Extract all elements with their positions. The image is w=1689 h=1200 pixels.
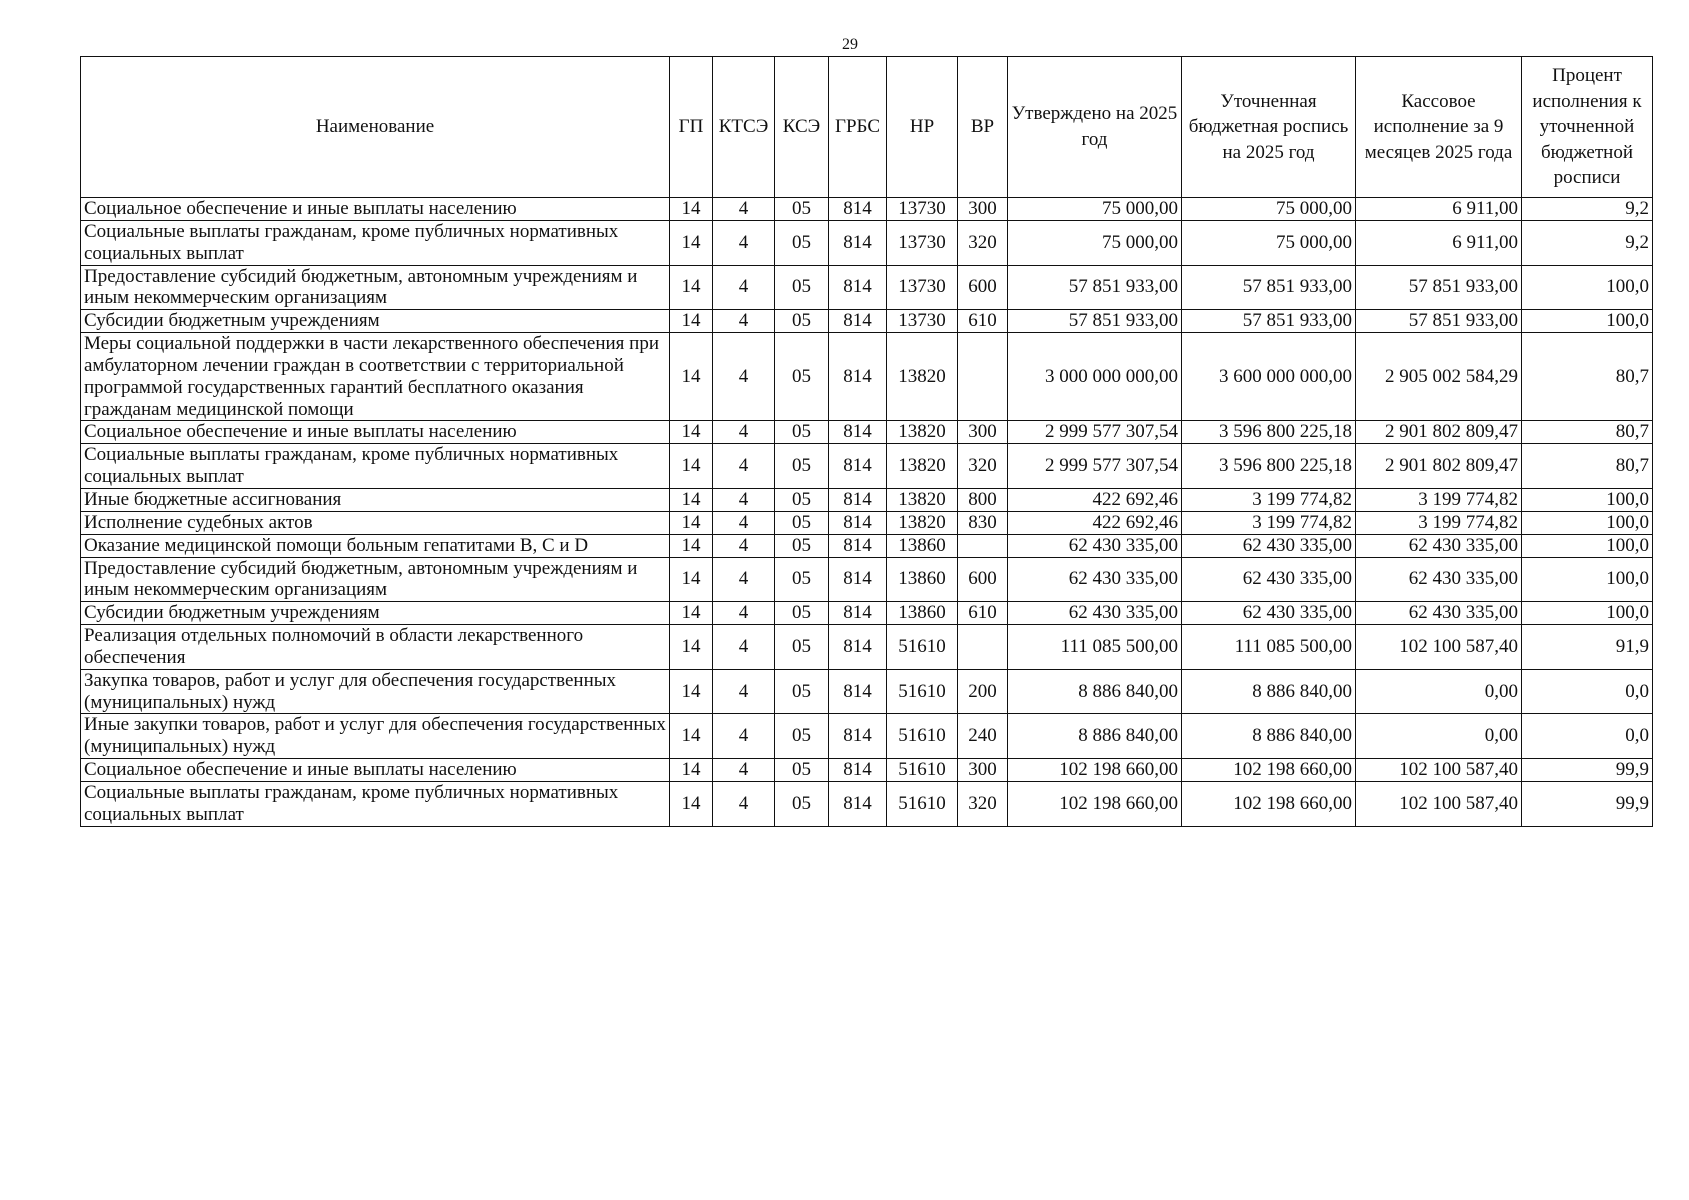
cell-name: Социальные выплаты гражданам, кроме публичных нормативных социальных выплат bbox=[81, 220, 670, 265]
cell-name: Субсидии бюджетным учреждениям bbox=[81, 602, 670, 625]
cell-refined: 62 430 335,00 bbox=[1182, 534, 1356, 557]
cell-nr: 13820 bbox=[887, 444, 958, 489]
cell-grbs: 814 bbox=[829, 488, 887, 511]
cell-name: Социальные выплаты гражданам, кроме публичных нормативных социальных выплат bbox=[81, 781, 670, 826]
cell-grbs: 814 bbox=[829, 444, 887, 489]
cell-name: Социальное обеспечение и иные выплаты населению bbox=[81, 198, 670, 221]
cell-kse: 05 bbox=[775, 198, 829, 221]
cell-gp: 14 bbox=[670, 669, 713, 714]
cell-ktse: 4 bbox=[713, 781, 775, 826]
cell-vr: 800 bbox=[958, 488, 1008, 511]
cell-nr: 13820 bbox=[887, 421, 958, 444]
cell-vr: 830 bbox=[958, 511, 1008, 534]
header-name: Наименование bbox=[81, 57, 670, 198]
cell-nr: 51610 bbox=[887, 625, 958, 670]
cell-name: Исполнение судебных актов bbox=[81, 511, 670, 534]
header-percent: Процент исполнения к уточненной бюджетной росписи bbox=[1522, 57, 1653, 198]
cell-grbs: 814 bbox=[829, 714, 887, 759]
cell-cash: 3 199 774,82 bbox=[1356, 488, 1522, 511]
header-gp: ГП bbox=[670, 57, 713, 198]
cell-refined: 75 000,00 bbox=[1182, 198, 1356, 221]
cell-gp: 14 bbox=[670, 602, 713, 625]
cell-approved: 62 430 335,00 bbox=[1008, 602, 1182, 625]
cell-cash: 62 430 335,00 bbox=[1356, 534, 1522, 557]
cell-gp: 14 bbox=[670, 220, 713, 265]
cell-percent: 9,2 bbox=[1522, 220, 1653, 265]
cell-approved: 75 000,00 bbox=[1008, 198, 1182, 221]
table-row bbox=[81, 444, 1653, 489]
cell-percent: 91,9 bbox=[1522, 625, 1653, 670]
cell-name: Оказание медицинской помощи больным гепатитами В, С и D bbox=[81, 534, 670, 557]
table-row bbox=[81, 557, 1653, 602]
cell-cash: 0,00 bbox=[1356, 714, 1522, 759]
cell-cash: 2 901 802 809,47 bbox=[1356, 421, 1522, 444]
header-refined: Уточненная бюджетная роспись на 2025 год bbox=[1182, 57, 1356, 198]
cell-kse: 05 bbox=[775, 602, 829, 625]
cell-vr bbox=[958, 333, 1008, 421]
cell-gp: 14 bbox=[670, 625, 713, 670]
cell-gp: 14 bbox=[670, 511, 713, 534]
cell-ktse: 4 bbox=[713, 444, 775, 489]
cell-ktse: 4 bbox=[713, 534, 775, 557]
cell-vr: 600 bbox=[958, 557, 1008, 602]
cell-grbs: 814 bbox=[829, 333, 887, 421]
cell-nr: 13860 bbox=[887, 557, 958, 602]
cell-gp: 14 bbox=[670, 421, 713, 444]
cell-approved: 422 692,46 bbox=[1008, 488, 1182, 511]
cell-percent: 80,7 bbox=[1522, 421, 1653, 444]
cell-vr: 300 bbox=[958, 759, 1008, 782]
cell-ktse: 4 bbox=[713, 421, 775, 444]
cell-approved: 8 886 840,00 bbox=[1008, 669, 1182, 714]
cell-grbs: 814 bbox=[829, 625, 887, 670]
table-row bbox=[81, 511, 1653, 534]
header-cash: Кассовое исполнение за 9 месяцев 2025 года bbox=[1356, 57, 1522, 198]
cell-approved: 422 692,46 bbox=[1008, 511, 1182, 534]
cell-cash: 2 905 002 584,29 bbox=[1356, 333, 1522, 421]
page-number: 29 bbox=[842, 36, 858, 53]
cell-grbs: 814 bbox=[829, 534, 887, 557]
table-row bbox=[81, 198, 1653, 221]
cell-vr: 200 bbox=[958, 669, 1008, 714]
cell-nr: 13730 bbox=[887, 220, 958, 265]
cell-nr: 51610 bbox=[887, 669, 958, 714]
table-row bbox=[81, 602, 1653, 625]
cell-ktse: 4 bbox=[713, 557, 775, 602]
table-body bbox=[81, 198, 1653, 827]
cell-cash: 102 100 587,40 bbox=[1356, 759, 1522, 782]
cell-refined: 75 000,00 bbox=[1182, 220, 1356, 265]
cell-ktse: 4 bbox=[713, 669, 775, 714]
cell-approved: 102 198 660,00 bbox=[1008, 781, 1182, 826]
cell-grbs: 814 bbox=[829, 310, 887, 333]
cell-ktse: 4 bbox=[713, 265, 775, 310]
table-row bbox=[81, 781, 1653, 826]
header-row bbox=[81, 57, 1653, 198]
cell-cash: 102 100 587,40 bbox=[1356, 625, 1522, 670]
table-row bbox=[81, 488, 1653, 511]
cell-percent: 100,0 bbox=[1522, 557, 1653, 602]
cell-grbs: 814 bbox=[829, 781, 887, 826]
cell-cash: 57 851 933,00 bbox=[1356, 310, 1522, 333]
cell-nr: 13820 bbox=[887, 333, 958, 421]
cell-refined: 62 430 335,00 bbox=[1182, 557, 1356, 602]
cell-kse: 05 bbox=[775, 534, 829, 557]
cell-vr: 300 bbox=[958, 421, 1008, 444]
cell-gp: 14 bbox=[670, 488, 713, 511]
cell-approved: 2 999 577 307,54 bbox=[1008, 444, 1182, 489]
cell-nr: 13730 bbox=[887, 198, 958, 221]
cell-nr: 13820 bbox=[887, 511, 958, 534]
budget-execution-table bbox=[80, 56, 1653, 827]
cell-gp: 14 bbox=[670, 333, 713, 421]
cell-approved: 57 851 933,00 bbox=[1008, 265, 1182, 310]
cell-nr: 13860 bbox=[887, 602, 958, 625]
table-row bbox=[81, 714, 1653, 759]
cell-name: Меры социальной поддержки в части лекарственного обеспечения при амбулаторном лечении граждан в соответствии с территориальной программой государственных гарантий бесплатного оказания гражданам медицинской помощи bbox=[81, 333, 670, 421]
cell-vr: 610 bbox=[958, 602, 1008, 625]
cell-refined: 3 596 800 225,18 bbox=[1182, 421, 1356, 444]
cell-gp: 14 bbox=[670, 265, 713, 310]
cell-kse: 05 bbox=[775, 220, 829, 265]
cell-nr: 13820 bbox=[887, 488, 958, 511]
cell-nr: 13730 bbox=[887, 265, 958, 310]
cell-percent: 99,9 bbox=[1522, 759, 1653, 782]
cell-cash: 57 851 933,00 bbox=[1356, 265, 1522, 310]
cell-vr bbox=[958, 534, 1008, 557]
cell-cash: 0,00 bbox=[1356, 669, 1522, 714]
cell-name: Реализация отдельных полномочий в области лекарственного обеспечения bbox=[81, 625, 670, 670]
cell-ktse: 4 bbox=[713, 759, 775, 782]
table-row bbox=[81, 333, 1653, 421]
cell-name: Закупка товаров, работ и услуг для обеспечения государственных (муниципальных) нужд bbox=[81, 669, 670, 714]
cell-kse: 05 bbox=[775, 759, 829, 782]
cell-vr: 300 bbox=[958, 198, 1008, 221]
cell-percent: 0,0 bbox=[1522, 669, 1653, 714]
cell-percent: 0,0 bbox=[1522, 714, 1653, 759]
cell-grbs: 814 bbox=[829, 669, 887, 714]
cell-approved: 3 000 000 000,00 bbox=[1008, 333, 1182, 421]
cell-grbs: 814 bbox=[829, 265, 887, 310]
cell-kse: 05 bbox=[775, 421, 829, 444]
cell-nr: 13860 bbox=[887, 534, 958, 557]
cell-gp: 14 bbox=[670, 557, 713, 602]
cell-grbs: 814 bbox=[829, 759, 887, 782]
cell-cash: 6 911,00 bbox=[1356, 220, 1522, 265]
cell-approved: 62 430 335,00 bbox=[1008, 557, 1182, 602]
table-row bbox=[81, 220, 1653, 265]
cell-cash: 2 901 802 809,47 bbox=[1356, 444, 1522, 489]
cell-approved: 111 085 500,00 bbox=[1008, 625, 1182, 670]
cell-vr: 320 bbox=[958, 220, 1008, 265]
cell-name: Социальные выплаты гражданам, кроме публичных нормативных социальных выплат bbox=[81, 444, 670, 489]
header-grbs: ГРБС bbox=[829, 57, 887, 198]
cell-cash: 62 430 335,00 bbox=[1356, 602, 1522, 625]
header-nr: НР bbox=[887, 57, 958, 198]
cell-refined: 8 886 840,00 bbox=[1182, 714, 1356, 759]
cell-refined: 102 198 660,00 bbox=[1182, 781, 1356, 826]
cell-percent: 100,0 bbox=[1522, 511, 1653, 534]
cell-vr bbox=[958, 625, 1008, 670]
cell-percent: 99,9 bbox=[1522, 781, 1653, 826]
cell-percent: 9,2 bbox=[1522, 198, 1653, 221]
cell-kse: 05 bbox=[775, 333, 829, 421]
cell-kse: 05 bbox=[775, 511, 829, 534]
cell-nr: 51610 bbox=[887, 714, 958, 759]
cell-kse: 05 bbox=[775, 444, 829, 489]
cell-grbs: 814 bbox=[829, 198, 887, 221]
cell-ktse: 4 bbox=[713, 220, 775, 265]
cell-nr: 51610 bbox=[887, 781, 958, 826]
cell-name: Иные бюджетные ассигнования bbox=[81, 488, 670, 511]
cell-gp: 14 bbox=[670, 534, 713, 557]
cell-name: Предоставление субсидий бюджетным, автономным учреждениям и иным некоммерческим организациям bbox=[81, 265, 670, 310]
cell-refined: 62 430 335,00 bbox=[1182, 602, 1356, 625]
cell-refined: 3 199 774,82 bbox=[1182, 511, 1356, 534]
cell-percent: 100,0 bbox=[1522, 534, 1653, 557]
cell-refined: 102 198 660,00 bbox=[1182, 759, 1356, 782]
cell-approved: 2 999 577 307,54 bbox=[1008, 421, 1182, 444]
cell-percent: 100,0 bbox=[1522, 265, 1653, 310]
cell-grbs: 814 bbox=[829, 557, 887, 602]
cell-refined: 111 085 500,00 bbox=[1182, 625, 1356, 670]
cell-refined: 3 199 774,82 bbox=[1182, 488, 1356, 511]
cell-kse: 05 bbox=[775, 669, 829, 714]
table-row bbox=[81, 759, 1653, 782]
table-row bbox=[81, 534, 1653, 557]
cell-kse: 05 bbox=[775, 557, 829, 602]
cell-gp: 14 bbox=[670, 198, 713, 221]
cell-name: Субсидии бюджетным учреждениям bbox=[81, 310, 670, 333]
cell-ktse: 4 bbox=[713, 714, 775, 759]
cell-ktse: 4 bbox=[713, 625, 775, 670]
cell-percent: 80,7 bbox=[1522, 333, 1653, 421]
cell-grbs: 814 bbox=[829, 421, 887, 444]
cell-name: Социальное обеспечение и иные выплаты населению bbox=[81, 759, 670, 782]
cell-gp: 14 bbox=[670, 310, 713, 333]
cell-kse: 05 bbox=[775, 488, 829, 511]
cell-ktse: 4 bbox=[713, 310, 775, 333]
header-approved: Утверждено на 2025 год bbox=[1008, 57, 1182, 198]
cell-approved: 57 851 933,00 bbox=[1008, 310, 1182, 333]
cell-nr: 13730 bbox=[887, 310, 958, 333]
cell-ktse: 4 bbox=[713, 511, 775, 534]
cell-approved: 75 000,00 bbox=[1008, 220, 1182, 265]
cell-gp: 14 bbox=[670, 444, 713, 489]
cell-gp: 14 bbox=[670, 759, 713, 782]
cell-grbs: 814 bbox=[829, 602, 887, 625]
cell-cash: 6 911,00 bbox=[1356, 198, 1522, 221]
cell-name: Иные закупки товаров, работ и услуг для обеспечения государственных (муниципальных) нужд bbox=[81, 714, 670, 759]
cell-ktse: 4 bbox=[713, 333, 775, 421]
cell-vr: 320 bbox=[958, 444, 1008, 489]
cell-percent: 100,0 bbox=[1522, 310, 1653, 333]
table-row bbox=[81, 421, 1653, 444]
cell-nr: 51610 bbox=[887, 759, 958, 782]
cell-cash: 102 100 587,40 bbox=[1356, 781, 1522, 826]
cell-refined: 8 886 840,00 bbox=[1182, 669, 1356, 714]
table-row bbox=[81, 625, 1653, 670]
table-row bbox=[81, 265, 1653, 310]
cell-gp: 14 bbox=[670, 714, 713, 759]
cell-refined: 57 851 933,00 bbox=[1182, 310, 1356, 333]
cell-kse: 05 bbox=[775, 625, 829, 670]
table-header bbox=[81, 57, 1653, 198]
cell-ktse: 4 bbox=[713, 198, 775, 221]
cell-approved: 102 198 660,00 bbox=[1008, 759, 1182, 782]
cell-name: Предоставление субсидий бюджетным, автономным учреждениям и иным некоммерческим организациям bbox=[81, 557, 670, 602]
cell-vr: 320 bbox=[958, 781, 1008, 826]
cell-kse: 05 bbox=[775, 265, 829, 310]
cell-cash: 3 199 774,82 bbox=[1356, 511, 1522, 534]
cell-percent: 80,7 bbox=[1522, 444, 1653, 489]
cell-approved: 62 430 335,00 bbox=[1008, 534, 1182, 557]
cell-kse: 05 bbox=[775, 781, 829, 826]
cell-percent: 100,0 bbox=[1522, 488, 1653, 511]
cell-percent: 100,0 bbox=[1522, 602, 1653, 625]
header-ktse: КТСЭ bbox=[713, 57, 775, 198]
cell-refined: 3 600 000 000,00 bbox=[1182, 333, 1356, 421]
cell-grbs: 814 bbox=[829, 511, 887, 534]
cell-gp: 14 bbox=[670, 781, 713, 826]
cell-ktse: 4 bbox=[713, 602, 775, 625]
cell-refined: 3 596 800 225,18 bbox=[1182, 444, 1356, 489]
cell-kse: 05 bbox=[775, 714, 829, 759]
header-vr: ВР bbox=[958, 57, 1008, 198]
cell-vr: 240 bbox=[958, 714, 1008, 759]
cell-grbs: 814 bbox=[829, 220, 887, 265]
table-row bbox=[81, 310, 1653, 333]
header-kse: КСЭ bbox=[775, 57, 829, 198]
cell-refined: 57 851 933,00 bbox=[1182, 265, 1356, 310]
cell-kse: 05 bbox=[775, 310, 829, 333]
cell-cash: 62 430 335,00 bbox=[1356, 557, 1522, 602]
cell-approved: 8 886 840,00 bbox=[1008, 714, 1182, 759]
table-row bbox=[81, 669, 1653, 714]
cell-ktse: 4 bbox=[713, 488, 775, 511]
cell-name: Социальное обеспечение и иные выплаты населению bbox=[81, 421, 670, 444]
cell-vr: 610 bbox=[958, 310, 1008, 333]
cell-vr: 600 bbox=[958, 265, 1008, 310]
